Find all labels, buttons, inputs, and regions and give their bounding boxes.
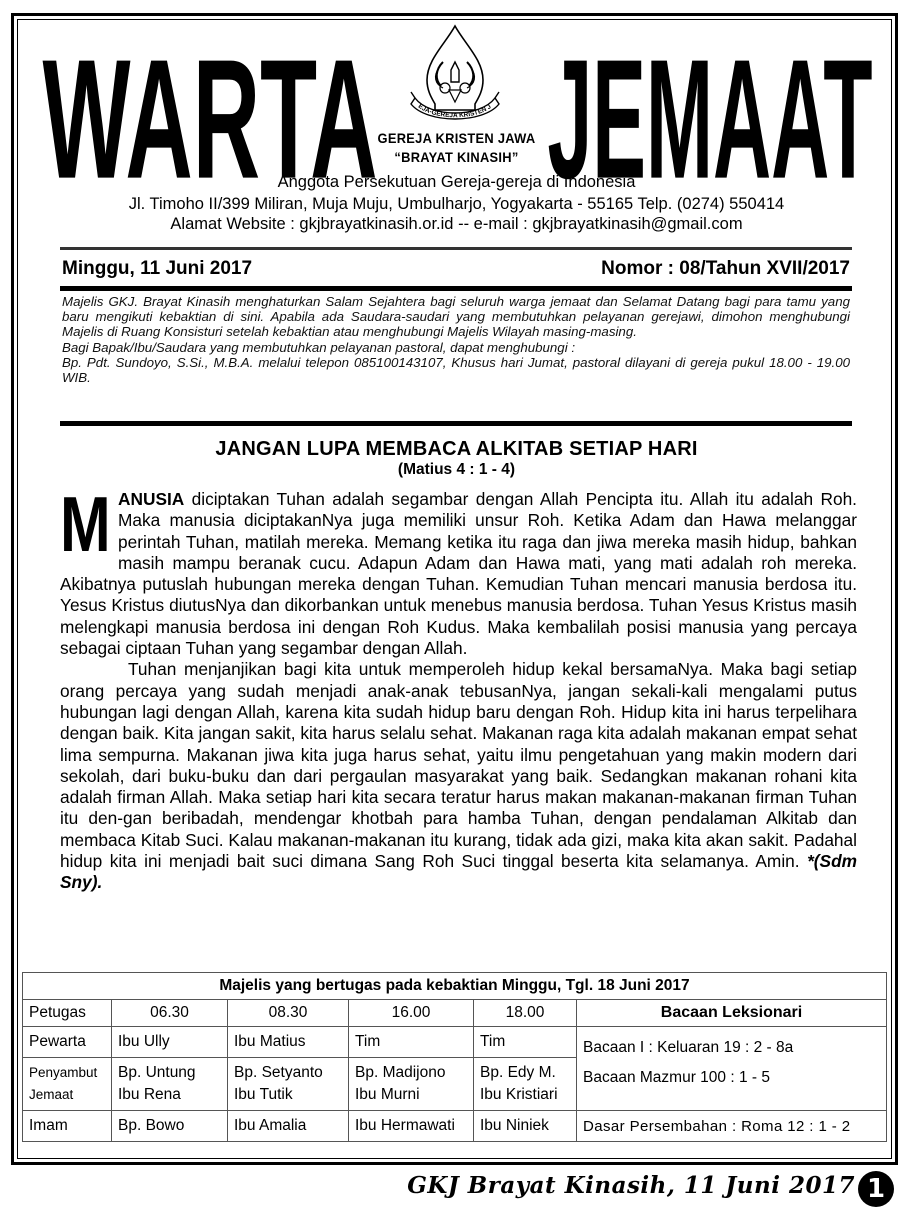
paragraph-2-text: Tuhan menjanjikan bagi kita untuk memperoleh hidup kekal bersamaNya. Maka bagi setiap orang percaya yang sudah menjadi anak-anak tebusanNya, jangan sekali-kali mengalami putus hubungan lagi dengan Allah, karena kita sudah hidup baru dengan Roh. Hidup kita ini harus terpelihara dengan baik. Kita jangan sakit, kita harus selalu sehat. Makanan raga kita adalah makanan empat sehat lima sempurna. Makanan jiwa kita juga harus sehat, yaitu ilmu pengetahuan yang makin modern dari sekolah, dari buku-buku dan dari pergaulan masyarakat yang baik. Sedangkan makanan rohani kita adalah firman Allah. Maka setiap hari kita secara teratur harus makan makanan-makanan firman Tuhan itu den-gan beribadah, mendengar khotbah para hamba Tuhan, dengan pendalaman Alkitab dan membaca Kitab Suci. Kalau makanan-makanan itu kurang, tidak ada gizi, maka kita akan sakit. Padahal hidup kita ini menjadi bait suci dimana Sang Roh Suci tinggal beserta kita selamanya. Amin. (60, 659, 857, 872)
logo-ribbon-text: EJA-GEREJA KRISTEN J (416, 102, 493, 120)
name-line: Ibu Rena (118, 1086, 181, 1103)
author-signature: *(Sdm Sny). (60, 851, 857, 893)
org-name: GEREJA KRISTEN JAWA (377, 130, 536, 146)
name-line: Bp. Edy M. (480, 1064, 556, 1081)
lectionary-readings (577, 1027, 887, 1111)
paragraph-1-text: diciptakan Tuhan adalah segambar dengan Allah Pencipta itu. Allah itu adalah Roh. Maka manusia diciptakanNya juga memiliki unsur Roh. Ketika Adam dan Hawa melanggar perintah Tuhan, matilah mereka. Memang ketika itu raga dan jiwa mereka masih hidup, bahkan masih mampu beranak cucu. Adapun Adam dan Hawa mati, yang mati adalah roh mereka. Akibatnya putuslah hubungan mereka dengan Tuhan. Kemudian Tuhan mencari manusia berdosa itu. Yesus Kristus diutusNya dan dikorbankan untuk menebus manusia berdosa. Tuhan Yesus Kristus masih melengkapi manusia berdosa ini dengan Roh Kudus. Maka kembalilah posisi manusia yang percaya sebagai ciptaan Tuhan yang segambar dengan Allah. (60, 489, 857, 659)
article-paragraph-1 (60, 480, 857, 659)
offering-basis: Dasar Persembahan : Roma 12 : 1 - 2 (577, 1111, 887, 1142)
divider-top (60, 247, 852, 250)
divider-thick (60, 286, 852, 291)
address-line: Jl. Timoho II/399 Miliran, Muja Muju, Umbulharjo, Yogyakarta - 55165 Telp. (0274) 550414 (128, 195, 785, 213)
cell-penyambut-0630 (112, 1058, 228, 1111)
header-1600: 16.00 (349, 1000, 474, 1027)
issue-date: Minggu, 11 Juni 2017 (62, 258, 253, 279)
cell-penyambut-1800 (474, 1058, 577, 1111)
reading-psalm: Bacaan Mazmur 100 : 1 - 5 (583, 1069, 770, 1086)
table-row (23, 1111, 887, 1142)
header-petugas: Petugas (23, 1000, 112, 1027)
header-1800: 18.00 (474, 1000, 577, 1027)
cell-penyambut-0830 (228, 1058, 349, 1111)
article-reference: (Matius 4 : 1 - 4) (397, 461, 516, 478)
issue-number: Nomor : 08/Tahun XVII/2017 (601, 258, 850, 279)
footer-text: GKJ Brayat Kinasih, 11 Juni 2017 (407, 1172, 855, 1199)
name-line: Ibu Tutik (234, 1086, 293, 1103)
role-penyambut-jemaat (23, 1058, 112, 1111)
role-imam: Imam (23, 1111, 112, 1142)
date-bar (62, 255, 850, 283)
jemaat-text: JEMAAT (547, 24, 873, 200)
name-line: Ibu Murni (355, 1086, 420, 1103)
article-body (60, 480, 857, 894)
web-contact-line: Alamat Website : gkjbrayatkinasih.or.id -- e-mail : gkjbrayatkinasih@gmail.com (170, 215, 743, 233)
cell-penyambut-1600 (349, 1058, 474, 1111)
cell-imam-0830: Ibu Amalia (228, 1111, 349, 1142)
name-line: Bp. Setyanto (234, 1064, 323, 1081)
cell-imam-1800: Ibu Niniek (474, 1111, 577, 1142)
notice-welcome: Majelis GKJ. Brayat Kinasih menghaturkan Salam Sejahtera bagi seluruh warga jemaat dan Selamat Datang bagi para tamu yang baru mengikuti kebaktian di sini. Apabila ada Saudara-saudari yang membutuhkan pelayanan gerejawi, dimohon menghubungi Majelis di Ruang Konsisturi setelah kebaktian atau menghubungi Majelis Wilayah masing-masing. (62, 294, 850, 340)
welcome-notice (62, 294, 850, 385)
article-paragraph-2 (60, 659, 857, 893)
lead-word: ANUSIA (118, 489, 185, 509)
membership-line: Anggota Persekutuan Gereja-gereja di Indonesia (277, 173, 636, 191)
cell-pewarta-1600: Tim (349, 1027, 474, 1058)
name-line: Ibu Kristiari (480, 1086, 558, 1103)
name-line: Bp. Untung (118, 1064, 196, 1081)
cell-imam-1600: Ibu Hermawati (349, 1111, 474, 1142)
page-number-badge: 1 (858, 1171, 894, 1207)
notice-pastor-contact: Bp. Pdt. Sundoyo, S.Si., M.B.A. melalui telepon 085100143107, Khusus hari Jumat, pastoral dilayani di gereja pukul 18.00 - 19.00 WIB. (62, 354, 850, 386)
divider-thick-2 (60, 421, 852, 426)
cell-pewarta-0830: Ibu Matius (228, 1027, 349, 1058)
duty-roster-table (22, 972, 887, 1142)
table-header-row (23, 1000, 887, 1027)
notice-pastoral: Bagi Bapak/Ibu/Saudara yang membutuhkan pelayanan pastoral, dapat menghubungi : (62, 339, 576, 355)
header-0830: 08.30 (228, 1000, 349, 1027)
header-bacaan-leksionari: Bacaan Leksionari (577, 1000, 887, 1027)
role-pewarta: Pewarta (23, 1027, 112, 1058)
role-line-2: Jemaat (29, 1087, 74, 1102)
reading-1: Bacaan I : Keluaran 19 : 2 - 8a (583, 1039, 794, 1056)
header-0630: 06.30 (112, 1000, 228, 1027)
table-caption: Majelis yang bertugas pada kebaktian Minggu, Tgl. 18 Juni 2017 (23, 973, 887, 1000)
church-logo (405, 22, 505, 124)
cell-imam-0630: Bp. Bowo (112, 1111, 228, 1142)
drop-cap: M (60, 480, 111, 568)
role-line-1: Penyambut (29, 1065, 98, 1080)
name-line: Bp. Madijono (355, 1064, 446, 1081)
cell-pewarta-1800: Tim (474, 1027, 577, 1058)
cell-pewarta-0630: Ibu Ully (112, 1027, 228, 1058)
warta-text: WARTA (42, 24, 378, 200)
org-subname: “BRAYAT KINASIH” (394, 149, 519, 165)
table-row (23, 1027, 887, 1058)
article-title: JANGAN LUPA MEMBACA ALKITAB SETIAP HARI (215, 438, 698, 460)
